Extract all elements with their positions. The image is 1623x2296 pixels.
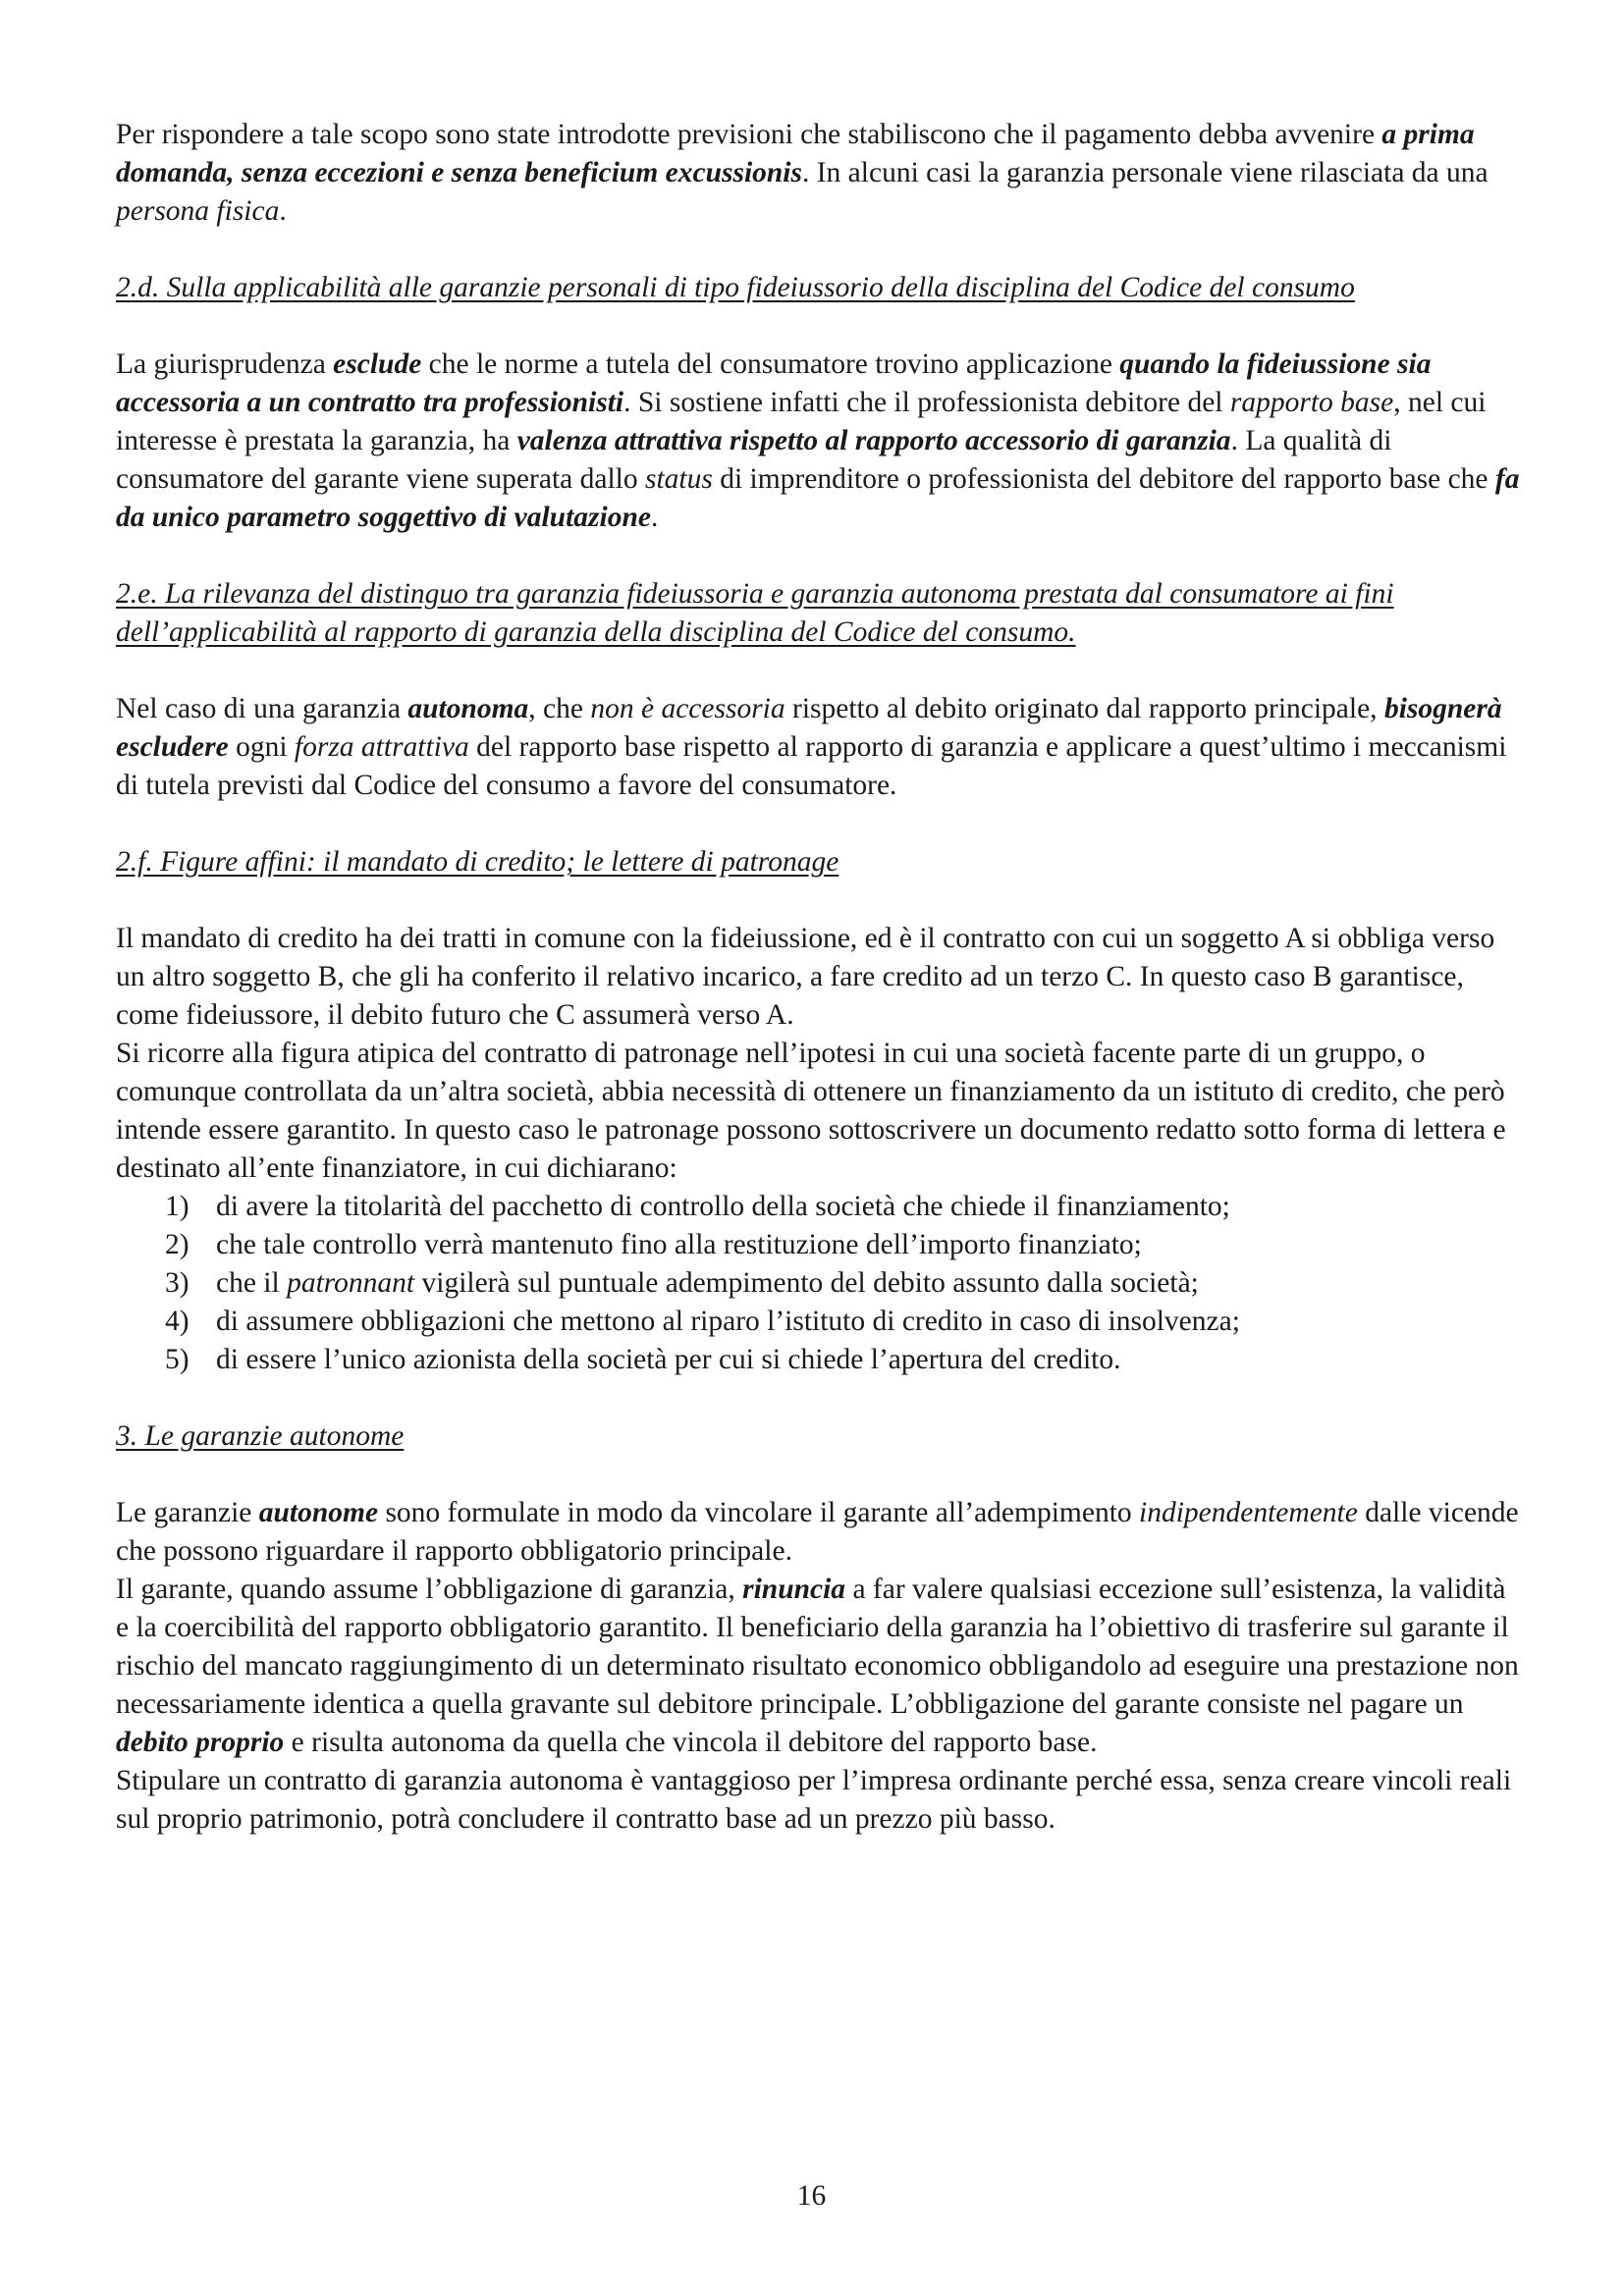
text-run: Le garanzie [116,1497,259,1528]
text-run: e risulta autonoma da quella che vincola il debitore del rapporto base. [284,1727,1098,1758]
paragraph-garanzia-autonoma [116,690,1520,805]
section-heading-2f: 2.f. Figure affini: il mandato di credito; le lettere di patronage [116,846,839,878]
emphasis-text: a prima domanda, senza eccezioni e senza beneficium excussionis [116,119,1475,188]
list-item-text: di avere la titolarità del pacchetto di controllo della società che chiede il finanziamento; [216,1191,1230,1222]
emphasis-text: esclude [333,348,422,380]
list-item [116,1226,1520,1264]
text-run: del rapporto base rispetto al rapporto di garanzia e applicare a quest’ultimo i meccanismi di tutela previsti dal Codice del consumo a favore del consumatore. [116,731,1507,801]
list-item-text: di assumere obbligazioni che mettono al riparo l’istituto di credito in caso di insolvenza; [216,1306,1240,1337]
paragraph-patronage: Si ricorre alla figura atipica del contratto di patronage nell’ipotesi in cui una società facente parte di un gruppo, o comunque controllata da un’altra società, abbia necessità di ottenere un finanziamento da un istituto di credito, che però intende essere garantito. In questo caso le patronage possono sottoscrivere un documento redatto sotto forma di lettera e destinato all’ente finanziatore, in cui dichiarano: [116,1038,1506,1184]
list-number: 2) [165,1229,189,1260]
text-run: ogni [228,731,295,763]
text-run: La giurisprudenza [116,348,334,380]
emphasis-text: quando la fideiussione sia accessoria a un contratto tra professionisti [116,348,1432,418]
italic-text: forza attrattiva [294,731,469,763]
paragraph-garanzie-autonome [116,1494,1520,1571]
paragraph-giurisprudenza [116,346,1520,537]
paragraph-intro [116,116,1520,231]
declarations-list [116,1188,1520,1379]
emphasis-text: autonoma [407,693,529,724]
section-heading-2d: 2.d. Sulla applicabilità alle garanzie personali di tipo fideiussorio della disciplina del Codice del consumo [116,272,1355,303]
italic-text: patronnant [287,1267,415,1299]
list-item-text: che il [216,1267,288,1299]
text-run: Il garante, quando assume l’obbligazione di garanzia, [116,1574,743,1605]
text-run: , nel cui interesse è prestata la garanzia, ha [116,387,1487,456]
emphasis-text: fa da unico parametro soggettivo di valutazione [116,463,1520,533]
emphasis-text: autonome [258,1497,379,1528]
text-run: Per rispondere a tale scopo sono state introdotte previsioni che stabiliscono che il pagamento debba avvenire [116,119,1382,150]
list-number: 1) [165,1191,189,1222]
list-item [116,1188,1520,1226]
paragraph-stipulare: Stipulare un contratto di garanzia autonoma è vantaggioso per l’impresa ordinante perché essa, senza creare vincoli reali sul proprio patrimonio, potrà concludere il contratto base ad un prezzo più basso. [116,1765,1512,1835]
text-run: . Si sostiene infatti che il professionista debitore del [623,387,1230,418]
text-run: dalle vicende che possono riguardare il rapporto obbligatorio principale. [116,1497,1519,1567]
text-run: a far valere qualsiasi eccezione sull’esistenza, la validità e la coercibilità del rapporto obbligatorio garantito. Il beneficiario della garanzia ha l’obiettivo di trasferire sul garante il rischio del mancato raggiungimento di un determinato risultato economico obbligandolo ad eseguire una prestazione non necessariamente identica a quella gravante sul debitore principale. L’obbligazione del garante consiste nel pagare un [116,1574,1519,1720]
text-run: di imprenditore o professionista del debitore del rapporto base che [712,463,1495,495]
list-number: 3) [165,1267,189,1299]
emphasis-text: bisognerà escludere [116,693,1502,763]
italic-text: rapporto base [1229,387,1394,418]
text-run: . La qualità di consumatore del garante viene superata dallo [116,425,1392,495]
text-run: rispetto al debito originato dal rapporto principale, [784,693,1384,724]
paragraph-mandato-credito: Il mandato di credito ha dei tratti in comune con la fideiussione, ed è il contratto con cui un soggetto A si obbliga verso un altro soggetto B, che gli ha conferito il relativo incarico, a fare credito ad un terzo C. In questo caso B garantisce, come fideiussore, il debito futuro che C assumerà verso A. [116,923,1495,1031]
list-item-text: di essere l’unico azionista della società per cui si chiede l’apertura del credito. [216,1344,1121,1375]
emphasis-text: rinuncia [742,1574,846,1605]
list-number: 4) [165,1306,189,1337]
italic-text: persona fisica [116,195,280,227]
page-content [116,116,1520,1839]
list-item-text: vigilerà sul puntuale adempimento del debito assunto dalla società; [414,1267,1199,1299]
text-run: . [279,195,287,227]
text-run: . [650,502,659,533]
paragraph-garante [116,1571,1520,1762]
italic-text: status [644,463,713,495]
list-number: 5) [165,1344,189,1375]
section-heading-2e: 2.e. La rilevanza del distinguo tra garanzia fideiussoria e garanzia autonoma prestata dal consumatore ai fini dell’applicabilità al rapporto di garanzia della disciplina del Codice del consumo. [116,578,1394,648]
emphasis-text: debito proprio [116,1727,285,1758]
text-run: che le norme a tutela del consumatore trovino applicazione [421,348,1120,380]
emphasis-text: valenza attrattiva rispetto al rapporto accessorio di garanzia [516,425,1231,456]
italic-text: non è accessoria [590,693,785,724]
list-item-text: che tale controllo verrà mantenuto fino alla restituzione dell’importo finanziato; [216,1229,1142,1260]
list-item [116,1264,1520,1303]
text-run: , che [528,693,591,724]
list-item [116,1303,1520,1341]
page-number: 16 [796,2180,827,2212]
section-heading-3: 3. Le garanzie autonome [116,1420,405,1452]
italic-text: indipendentemente [1139,1497,1358,1528]
text-run: Nel caso di una garanzia [116,693,408,724]
text-run: sono formulate in modo da vincolare il garante all’adempimento [378,1497,1140,1528]
text-run: . In alcuni casi la garanzia personale viene rilasciata da una [801,157,1488,188]
list-item [116,1341,1520,1379]
